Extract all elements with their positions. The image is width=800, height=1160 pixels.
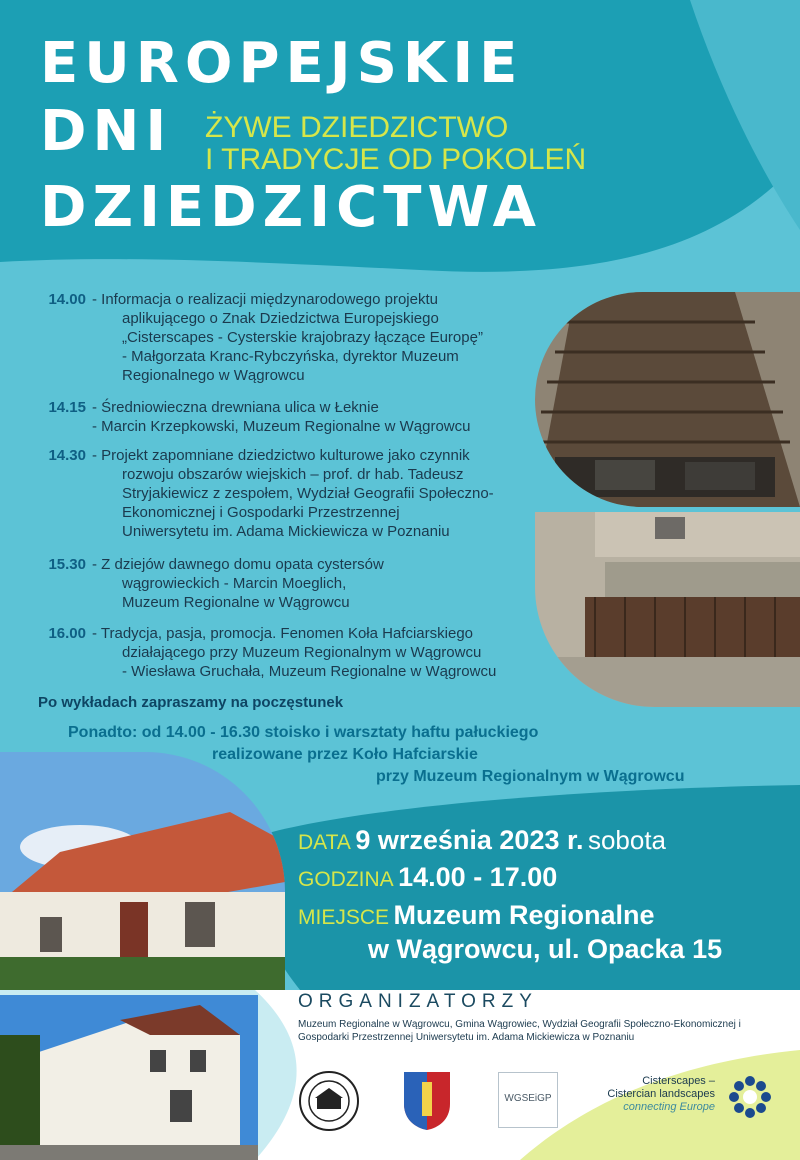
place-line-2 [368, 932, 722, 971]
organizers-heading: ORGANIZATORZY [298, 991, 538, 1012]
program-line: - Informacja o realizacji międzynarodowego projektu [92, 291, 438, 308]
cisterscapes-line-3: connecting Europe [623, 1101, 715, 1113]
museum-seal-icon [298, 1070, 360, 1132]
extra-line-2: realizowane przez Koło Hafciarskie [212, 746, 478, 763]
program-time: 16.00 [48, 625, 86, 642]
extra-line-3: przy Muzeum Regionalnym w Wągrowcu [376, 768, 685, 785]
program-line: wągrowieckich - Marcin Moeglich, [122, 575, 347, 592]
program-item-3 [30, 446, 530, 546]
extra-line-1: Ponadto: od 14.00 - 16.30 stoisko i warsztaty haftu pałuckiego [68, 724, 539, 741]
program-item-2 [30, 398, 530, 438]
program-item-5 [30, 624, 530, 684]
cisterscapes-line-2: Cistercian landscapes [607, 1088, 715, 1100]
subtitle-line-1: ŻYWE DZIEDZICTWO [205, 111, 509, 144]
time-label: GODZINA [298, 868, 394, 891]
coat-of-arms-icon [402, 1070, 452, 1132]
place-value-1: Muzeum Regionalne [393, 900, 655, 930]
date-day: sobota [587, 825, 667, 855]
title-line-2: DNI [40, 99, 173, 164]
program-time: 14.15 [48, 399, 86, 416]
title-line-3: DZIEDZICTWA [40, 175, 542, 240]
cisterscapes-logo [607, 1075, 790, 1125]
program-line: - Średniowieczna drewniana ulica w Łeknie [92, 399, 379, 416]
program-line: Ekonomicznej i Gospodarki Przestrzennej [122, 504, 400, 521]
program-time: 15.30 [48, 556, 86, 573]
program-line: Muzeum Regionalne w Wągrowcu [122, 594, 350, 611]
time-value: 14.00 - 17.00 [398, 862, 558, 892]
place-value-2: w Wągrowcu, ul. Opacka 15 [368, 934, 723, 964]
excavation-photo-top [535, 292, 800, 507]
place-label: MIEJSCE [298, 906, 390, 929]
program-line: „Cisterscapes - Cysterskie krajobrazy łączące Europę” [122, 329, 483, 346]
date-label: DATA [298, 831, 351, 854]
program-line: rozwoju obszarów wiejskich – prof. dr hab. Tadeusz [122, 466, 464, 483]
wgseigp-logo [498, 1072, 558, 1128]
program-line: działającego przy Muzeum Regionalnym w Wągrowcu [122, 644, 482, 661]
program-line: Stryjakiewicz z zespołem, Wydział Geografii Społeczno- [122, 485, 494, 502]
program-line: Uniwersytetu im. Adama Mickiewicza w Poznaniu [122, 523, 450, 540]
subtitle-line-2: I TRADYCJE OD POKOLEŃ [205, 143, 587, 176]
program-line: - Małgorzata Kranc-Rybczyńska, dyrektor Muzeum [122, 348, 459, 365]
subtitle [205, 112, 586, 176]
program-time: 14.30 [48, 447, 86, 464]
program-text [92, 398, 552, 436]
organizers-text: Muzeum Regionalne w Wągrowcu, Gmina Wągrowiec, Wydział Geografii Społeczno-Ekonomicznej i Gospodarki Przestrzennej Uniwersytetu im. Adama Mickiewicza w Poznaniu [298, 1019, 741, 1043]
program-text [92, 290, 552, 385]
cisterscapes-line-1: Cisterscapes – [642, 1075, 715, 1087]
program-line: aplikującego o Znak Dziedzictwa Europejskiego [122, 310, 439, 327]
gmina-coat-of-arms-logo [402, 1070, 452, 1132]
cisterscapes-rosette-icon [728, 1075, 772, 1119]
program-line: - Wiesława Gruchała, Muzeum Regionalne w Wągrowcu [122, 663, 497, 680]
program-item-4 [30, 555, 530, 615]
program-text [92, 555, 552, 612]
program-line: - Tradycja, pasja, promocja. Fenomen Koła Hafciarskiego [92, 625, 474, 642]
date-value: 9 września 2023 r. [355, 825, 584, 855]
title-line-1: EUROPEJSKIE [40, 31, 524, 96]
program-text [92, 446, 552, 541]
program-line: Regionalnego w Wągrowcu [122, 367, 305, 384]
museum-photo-bottom [0, 995, 258, 1160]
program-line: - Z dziejów dawnego domu opata cystersów [92, 556, 384, 573]
program-line: - Projekt zapomniane dziedzictwo kulturowe jako czynnik [92, 447, 470, 464]
program-item-1 [30, 290, 530, 390]
program-time: 14.00 [48, 291, 86, 308]
date-line [298, 823, 666, 862]
refreshment-note: Po wykładach zapraszamy na poczęstunek [38, 694, 344, 711]
program-line: - Marcin Krzepkowski, Muzeum Regionalne w Wągrowcu [92, 418, 471, 435]
wooden-street-image [535, 292, 800, 507]
museum-house-image [0, 995, 258, 1160]
wgseigp-label: WGSEiGP [504, 1093, 552, 1104]
museum-seal-logo [298, 1070, 360, 1132]
program-text [92, 624, 552, 681]
time-line [298, 860, 557, 899]
